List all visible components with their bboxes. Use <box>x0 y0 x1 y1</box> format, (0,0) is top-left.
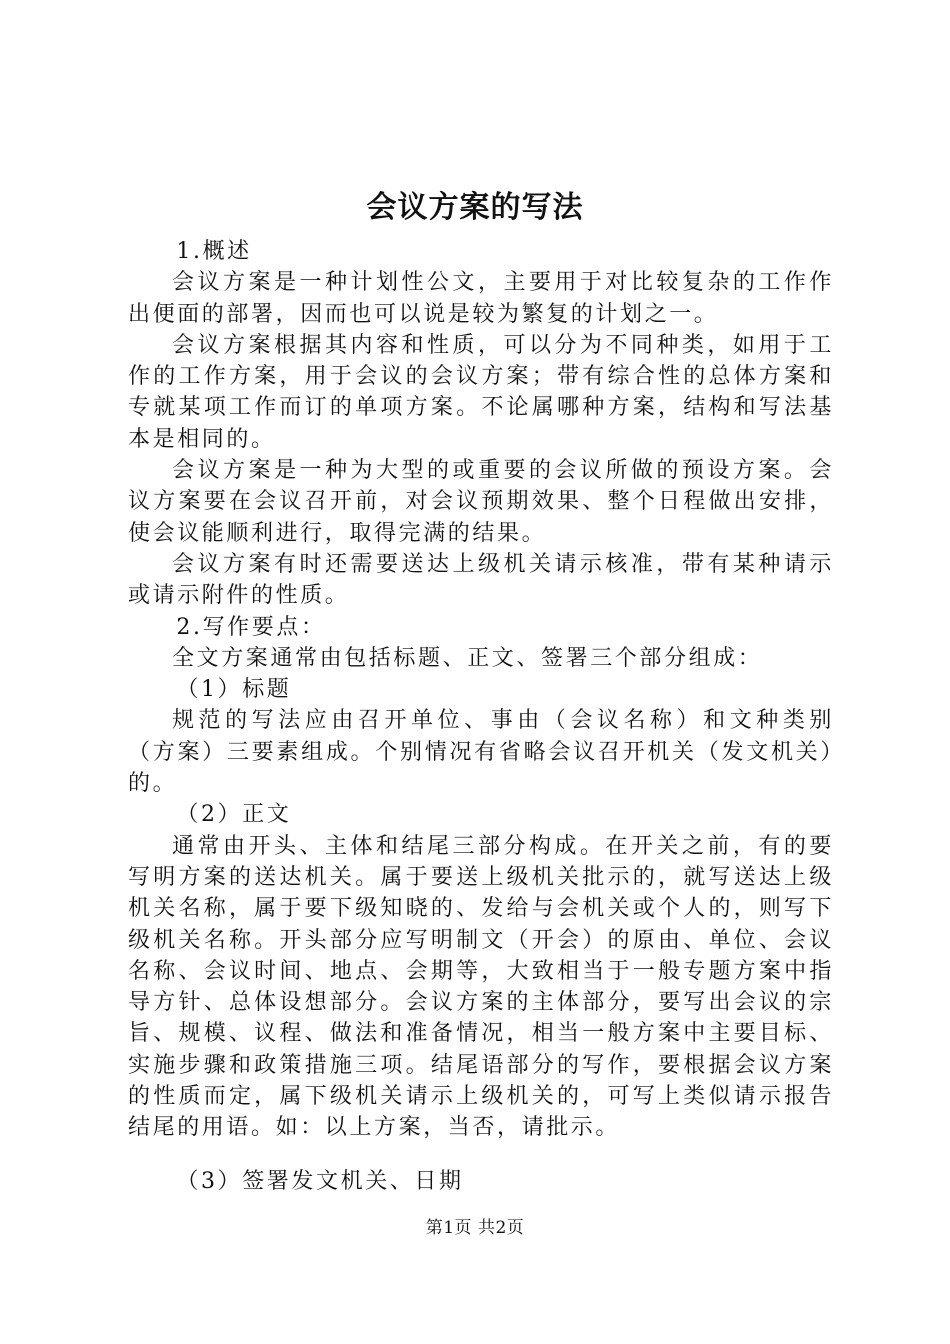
subheading-body: （2）正文 <box>176 802 292 828</box>
paragraph: 会议方案是一种为大型的或重要的会议所做的预设方案。会议方案要在会议召开前，对会议预期效果、整个日程做出安排，使会议能顺利进行，取得完满的结果。 <box>128 458 834 546</box>
paragraph: 通常由开头、主体和结尾三部分构成。在开关之前，有的要写明方案的送达机关。属于要送上级机关批示的，就写送达上级机关名称，属于要下级知晓的、发给与会机关或个人的，则写下级机关名称。开头部分应写明制文（开会）的原由、单位、会议名称、会议时间、地点、会期等，大致相当于一般专题方案中指导方针、总体设想部分。会议方案的主体部分，要写出会议的宗旨、规模、议程、做法和准备情况，相当一般方案中主要目标、实施步骤和政策措施三项。结尾语部分的写作，要根据会议方案的性质而定，属下级机关请示上级机关的，可写上类似请示报告结尾的用语。如：以上方案，当否，请批示。 <box>128 833 834 1141</box>
page-number-footer: 第1页 共2页 <box>425 1218 525 1238</box>
document-title: 会议方案的写法 <box>366 190 584 225</box>
paragraph-spacer <box>128 1144 834 1166</box>
section-heading-overview: 1.概述 <box>176 239 252 264</box>
paragraph: 规范的写法应由召开单位、事由（会议名称）和文种类别（方案）三要素组成。个别情况有省略会议召开机关（发文机关）的。 <box>128 708 834 797</box>
subheading-title: （1）标题 <box>176 677 292 703</box>
document-body <box>128 236 834 1197</box>
paragraph: 会议方案根据其内容和性质，可以分为不同种类，如用于工作的工作方案，用于会议的会议方案；带有综合性的总体方案和专就某项工作而订的单项方案。不论属哪种方案，结构和写法基本是相同的。 <box>128 332 834 452</box>
section-heading-writing-points: 2.写作要点： <box>176 614 326 640</box>
paragraph: 全文方案通常由包括标题、正文、签署三个部分组成： <box>172 645 763 671</box>
paragraph: 会议方案是一种计划性公文，主要用于对比较复杂的工作作出便面的部署，因而也可以说是较为繁复的计划之一。 <box>128 270 834 327</box>
paragraph: 会议方案有时还需要送达上级机关请示核准，带有某种请示或请示附件的性质。 <box>128 551 834 609</box>
subheading-signature: （3）签署发文机关、日期 <box>176 1168 464 1194</box>
